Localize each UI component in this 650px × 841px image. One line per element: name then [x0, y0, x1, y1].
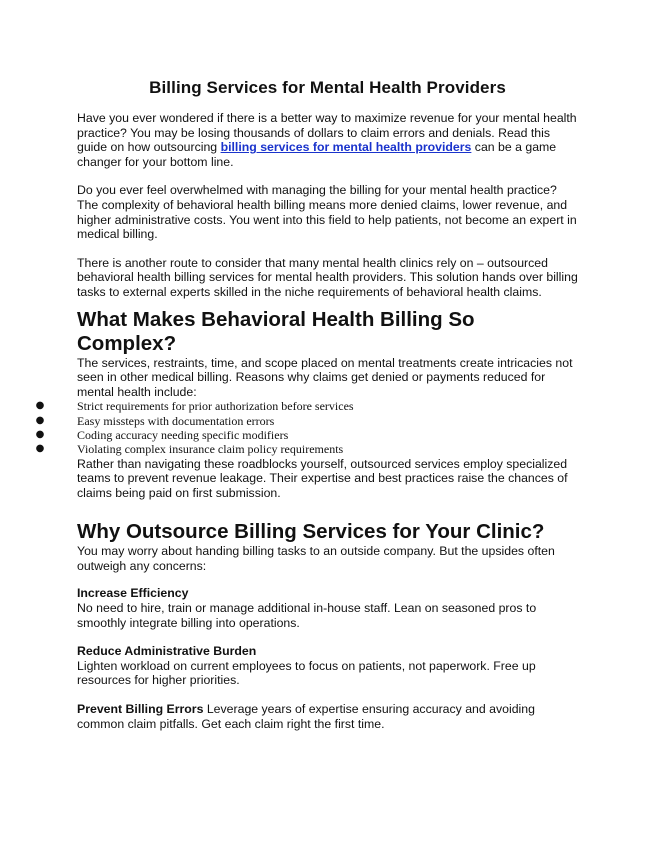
complexity-lead-paragraph: The services, restraints, time, and scope placed on mental treatments create intricacies not seen in other medical billing. Reasons why claims get denied or payments reduced for mental health include:	[77, 355, 573, 399]
complexity-bullet-list	[35, 399, 578, 457]
why-outsource-lead-paragraph: You may worry about handing billing tasks to an outside company. But the upsides often outweigh any concerns:	[77, 544, 555, 573]
list-item	[35, 413, 578, 428]
intro-paragraph-2: Do you ever feel overwhelmed with managing the billing for your mental health practice? The complexity of behavioral health billing means more denied claims, lower revenue, and higher administrative costs. You went into this field to help patients, not become an expert in medical billing.	[77, 183, 577, 242]
section-heading-why-outsource: Why Outsource Billing Services for Your Clinic?	[77, 520, 545, 544]
benefit-title: Increase Efficiency	[77, 586, 189, 601]
complexity-follow-paragraph: Rather than navigating these roadblocks yourself, outsourced services employ specialized teams to prevent revenue leakage. Their expertise and best practices raise the chances of claims being paid on first submission.	[77, 456, 568, 500]
benefit-title: Reduce Administrative Burden	[77, 644, 257, 659]
bullet-dot-icon: ●	[35, 414, 45, 426]
list-item	[35, 442, 578, 457]
bullet-dot-icon: ●	[35, 443, 45, 455]
benefit-text: No need to hire, train or manage additional in-house staff. Lean on seasoned pros to smoothly integrate billing into operations.	[77, 601, 537, 630]
benefit-text: Leverage years of expertise ensuring accuracy and avoiding common claim pitfalls. Get each claim right the first time.	[77, 702, 535, 731]
list-item-text: Violating complex insurance claim policy requirements	[77, 442, 344, 457]
page-title: Billing Services for Mental Health Providers	[149, 78, 506, 97]
bullet-dot-icon: ●	[35, 428, 45, 440]
list-item-text: Coding accuracy needing specific modifiers	[77, 427, 289, 442]
intro-text-after-link: can be a game changer for your bottom line.	[77, 140, 557, 169]
billing-services-link[interactable]: billing services for mental health providers	[220, 140, 472, 155]
list-item	[35, 399, 578, 414]
benefit-text: Lighten workload on current employees to focus on patients, not paperwork. Free up resources for higher priorities.	[77, 658, 536, 688]
benefit-title: Prevent Billing Errors	[77, 702, 204, 717]
section-heading-complexity: What Makes Behavioral Health Billing So Complex?	[77, 307, 475, 355]
intro-text-before-link: Have you ever wondered if there is a better way to maximize revenue for your mental health practice? You may be losing thousands of dollars to claim errors and denials. Read this guide on how outsourcing	[77, 111, 577, 155]
benefit-reduce-burden	[77, 644, 578, 688]
bullet-dot-icon: ●	[35, 400, 45, 412]
list-item-text: Strict requirements for prior authorization before services	[77, 399, 354, 414]
intro-paragraph-3: There is another route to consider that many mental health clinics rely on – outsourced behavioral health billing services for mental health providers. This solution hands over billing tasks to external experts skilled in the niche requirements of behavioral health claims.	[77, 255, 578, 299]
benefit-increase-efficiency	[77, 586, 578, 630]
list-item	[35, 427, 578, 442]
list-item-text: Easy missteps with documentation errors	[77, 413, 275, 428]
intro-paragraph-1	[77, 111, 578, 169]
benefit-prevent-errors	[77, 702, 578, 731]
